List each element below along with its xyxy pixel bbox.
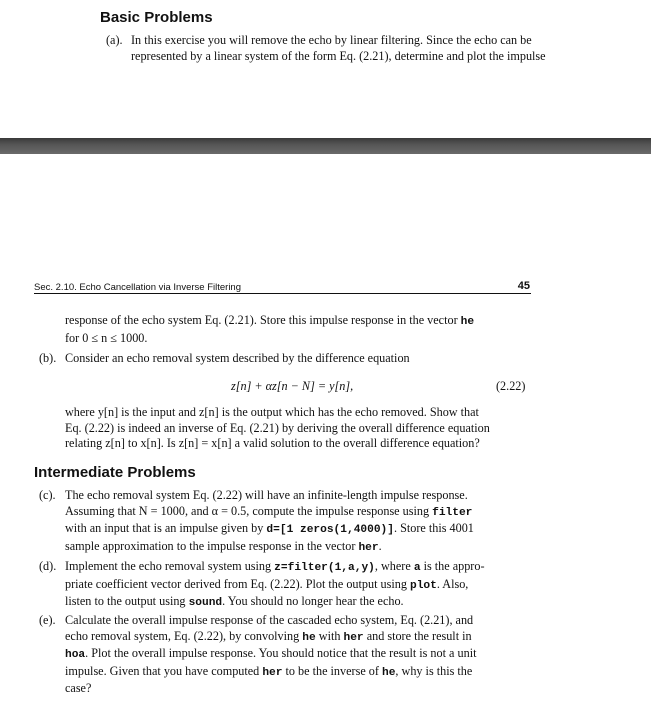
code-impulse: d=[1 zeros(1,4000)] bbox=[266, 524, 394, 536]
cont-text: for 0 ≤ n ≤ 1000. bbox=[65, 330, 148, 345]
item-b-line: where y[n] is the input and z[n] is the output which has the echo removed. Show that bbox=[65, 405, 479, 419]
var-hoa: hoa bbox=[65, 649, 86, 661]
item-c-text: The echo removal system Eq. (2.22) will have an infinite-length impulse response. Assuming that N = 1000, and α = 0.5, compute the impulse response using filter with an input that is an impulse given by d=[1 zeros(1,4000)]. Store this 4001 sample approximation to the impulse response in the vector her. bbox=[65, 488, 532, 556]
item-b-line: relating z[n] to x[n]. Is z[n] = x[n] a valid solution to the overall difference equation? bbox=[65, 436, 480, 450]
item-d-label: (d). bbox=[39, 559, 57, 573]
item-e-line: . Plot the overall impulse response. You should notice that the result is not a unit bbox=[85, 646, 477, 660]
item-b-text bbox=[65, 405, 532, 452]
page-number: 45 bbox=[517, 280, 530, 292]
code-sound: sound bbox=[188, 597, 223, 609]
item-d-line: , where bbox=[374, 559, 411, 573]
equation-2-22: z[n] + αz[n − N] = y[n], bbox=[231, 379, 354, 393]
var-her: her bbox=[343, 631, 364, 644]
item-d-line: listen to the output using bbox=[65, 594, 186, 608]
item-d-line: is the appro- bbox=[423, 559, 485, 573]
item-e-text bbox=[65, 613, 532, 697]
item-c-line: Assuming that N = 1000, and α = 0.5, compute the impulse response using bbox=[65, 503, 430, 518]
item-e-label: (e). bbox=[39, 613, 56, 627]
basic-problems-heading: Basic Problems bbox=[100, 9, 213, 26]
item-a-line: represented by a linear system of the form Eq. (2.21), determine and plot the impulse bbox=[131, 48, 546, 63]
running-header: Sec. 2.10. Echo Cancellation via Inverse Filtering bbox=[34, 282, 241, 293]
item-a-text bbox=[131, 33, 597, 64]
var-her: her bbox=[262, 666, 283, 679]
item-d-line: priate coefficient vector derived from Eq. (2.22). Plot the output using bbox=[65, 576, 407, 591]
cont-text: response of the echo system Eq. (2.21). Store this impulse response in the vector bbox=[65, 313, 458, 327]
item-c-line: . Store this 4001 bbox=[393, 521, 474, 535]
var-her: her bbox=[358, 541, 379, 554]
item-a-label: (a). bbox=[106, 33, 123, 47]
code-plot: plot bbox=[410, 579, 437, 592]
item-b-line: Consider an echo removal system described by the difference equation bbox=[65, 351, 410, 365]
var-he: he bbox=[460, 316, 475, 328]
item-a-continuation bbox=[65, 313, 532, 346]
item-d-text bbox=[65, 559, 532, 612]
item-b-intro bbox=[65, 351, 532, 367]
header-rule bbox=[34, 293, 531, 294]
top-page-fragment bbox=[0, 0, 651, 138]
var-he: he bbox=[302, 631, 316, 644]
item-b-line: Eq. (2.22) is indeed an inverse of Eq. (2.21) by deriving the overall difference equation bbox=[65, 420, 490, 435]
page-break-bar bbox=[0, 138, 651, 154]
item-e-line: with bbox=[318, 628, 341, 643]
code-filter: filter bbox=[432, 506, 473, 519]
item-c-line: The echo removal system Eq. (2.22) will have an infinite-length impulse response. bbox=[65, 488, 468, 502]
item-e-line: echo removal system, Eq. (2.22), by convolving bbox=[65, 628, 300, 643]
var-a: a bbox=[413, 562, 421, 574]
item-c-line: sample approximation to the impulse response in the vector bbox=[65, 538, 356, 553]
item-e-line: impulse. Given that you have computed bbox=[65, 663, 260, 678]
item-e-line: to be the inverse of bbox=[285, 663, 379, 678]
item-c-line: with an input that is an impulse given by bbox=[65, 521, 264, 535]
item-e-line: case? bbox=[65, 681, 92, 695]
equation-number: (2.22) bbox=[496, 379, 526, 393]
intermediate-problems-heading: Intermediate Problems bbox=[34, 464, 196, 481]
item-e-line: and store the result in bbox=[366, 628, 472, 643]
var-he: he bbox=[381, 666, 396, 679]
item-c-label: (c). bbox=[39, 488, 56, 502]
item-d-line: . Also, bbox=[436, 576, 469, 591]
code-z-filter: z=filter(1,a,y) bbox=[274, 562, 375, 574]
item-e-line: Calculate the overall impulse response of the cascaded echo system, Eq. (2.21), and bbox=[65, 613, 474, 627]
item-a-line: In this exercise you will remove the echo by linear filtering. Since the echo can be bbox=[131, 33, 532, 47]
item-d-line: . You should no longer hear the echo. bbox=[222, 594, 404, 608]
item-e-line: , why is this the bbox=[395, 663, 473, 678]
item-d-line: Implement the echo removal system using bbox=[65, 559, 272, 573]
item-b-label: (b). bbox=[39, 351, 57, 365]
